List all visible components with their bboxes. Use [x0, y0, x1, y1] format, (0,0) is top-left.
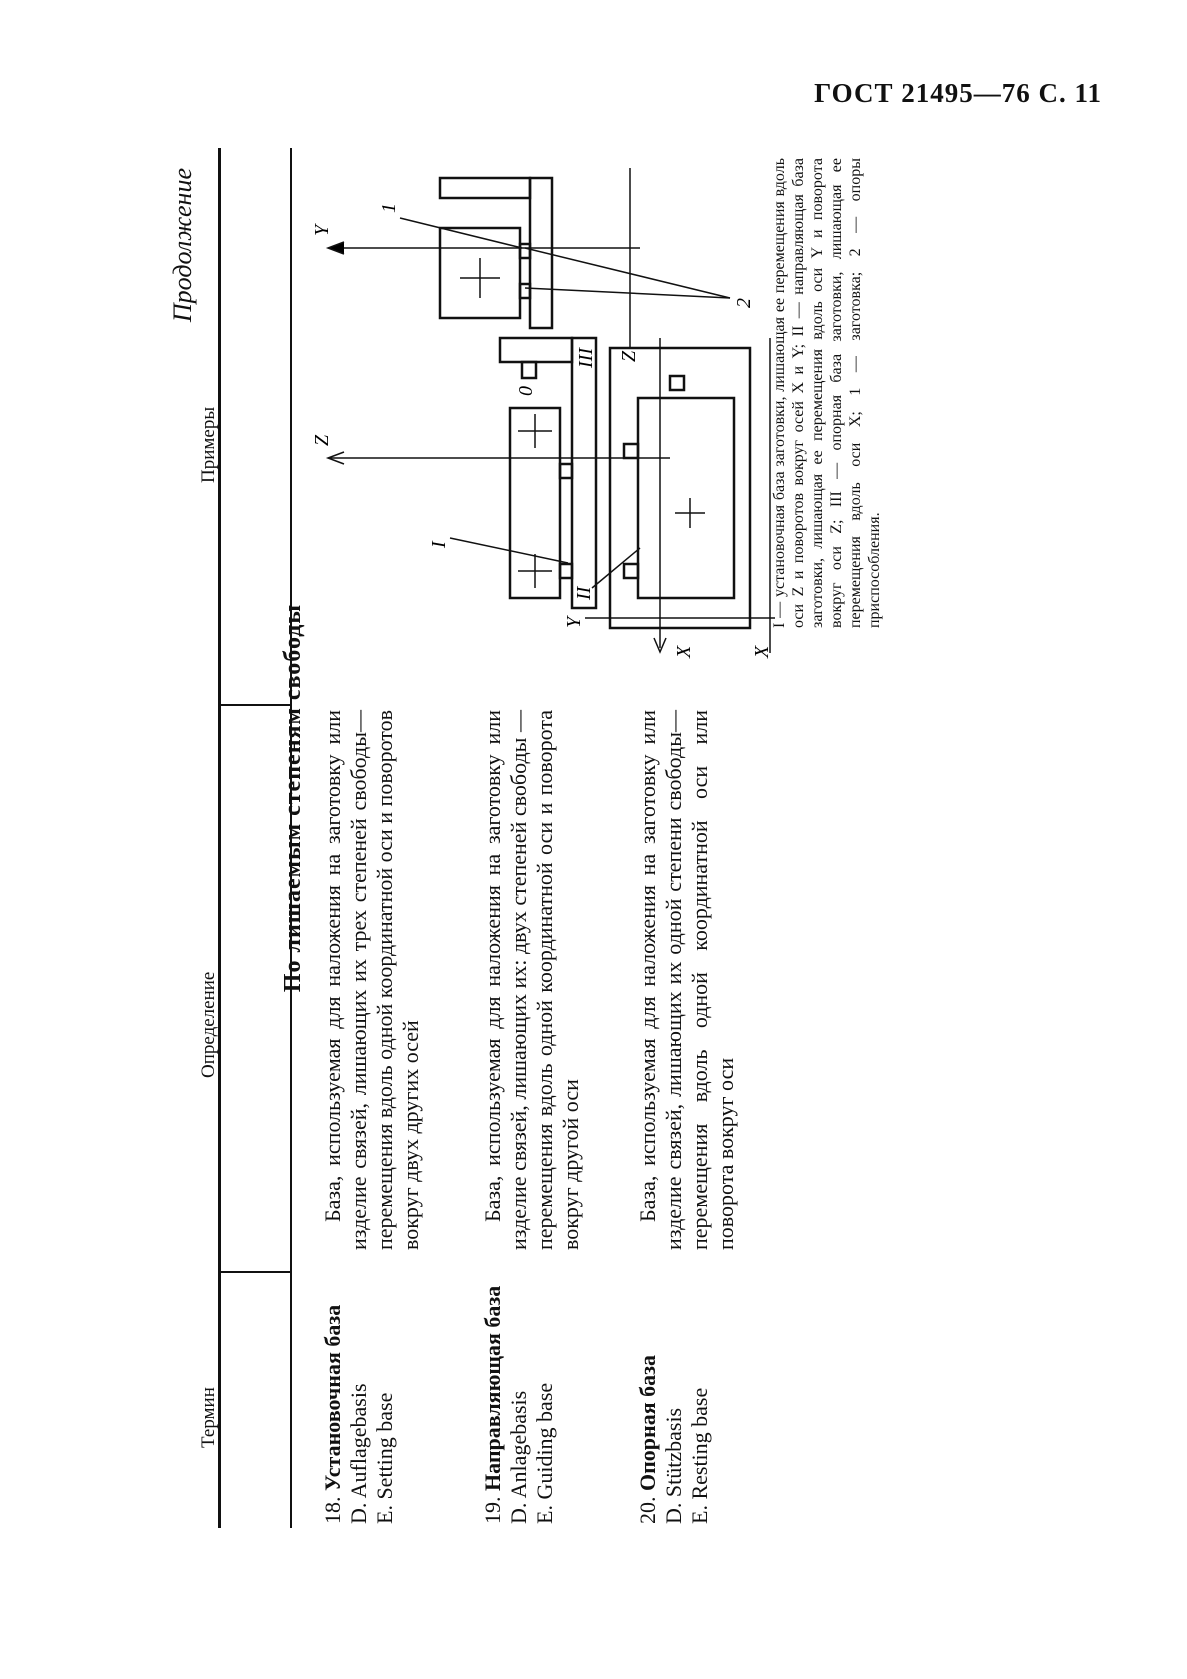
page-header: ГОСТ 21495—76 С. 11	[814, 78, 1102, 108]
axis-y-label: Y	[311, 224, 333, 236]
axis-x-label: X	[673, 645, 695, 658]
term-19: 19. Направляющая база D. Anlagebasis E. Guiding base	[480, 1269, 558, 1524]
label-0: 0	[515, 386, 537, 396]
term-de: D. Anlagebasis	[506, 1390, 531, 1524]
axis-z-label: Z	[311, 434, 333, 446]
label-1: 1	[378, 203, 400, 213]
fixture-figure-plan-view	[563, 328, 780, 658]
term-en: E. Resting base	[687, 1387, 712, 1524]
term-name: Направляющая база	[480, 1285, 505, 1491]
term-en: E. Setting base	[372, 1392, 397, 1524]
term-20: 20. Опорная база D. Stützbasis E. Resting base	[635, 1269, 713, 1524]
term-18: 18. Установочная база D. Auflagebasis E. Setting base	[320, 1269, 398, 1524]
col-header-term: Термин	[198, 1387, 219, 1448]
label-iii: III	[575, 348, 597, 368]
continuation-label: Продолжение	[168, 168, 197, 323]
rotated-table	[168, 148, 1110, 1528]
term-de: D. Stützbasis	[661, 1407, 686, 1524]
label-2: 2	[733, 298, 755, 308]
axis-z-label: Z	[618, 350, 640, 362]
term-name: Опорная база	[635, 1355, 660, 1491]
col-header-definition: Определение	[198, 971, 219, 1078]
axis-x-label: X	[751, 645, 773, 658]
definition-19: База, используемая для наложения на заготовку или изделие связей, лишающих их: двух степеней свободы — перемещения вдоль одной координатной оси и поворота вокруг другой оси	[480, 710, 583, 1250]
table-top-rule	[218, 148, 221, 1528]
definition-18: База, используемая для наложения на заготовку или изделие связей, лишающих их трех степеней свободы—перемещения вдоль одной координатной оси и поворотов вокруг двух других осей	[320, 710, 423, 1250]
term-de: D. Auflagebasis	[346, 1383, 371, 1524]
section-title: По лишаемым степеням свободы	[280, 603, 306, 993]
fixture-figure-end-view	[310, 158, 760, 362]
label-i: I	[428, 541, 450, 548]
col-header-examples: Примеры	[198, 406, 219, 483]
axis-y-label: Y	[563, 616, 585, 628]
term-en: E. Guiding base	[532, 1382, 557, 1524]
term-name: Установочная база	[320, 1304, 345, 1491]
figure-caption: I — установочная база заготовки, лишающая ее перемещения вдоль оси Z и поворотов вокруг осей X и Y; II — направляющая база заготовки, лишающая ее перемещения вдоль оси Y и поворота вокруг оси Z; III — опорная база заготовки, лишающая ее перемещения вдоль оси X; 1 — заготовка; 2 — опоры приспособления.	[771, 158, 883, 628]
label-ii: II	[573, 586, 595, 600]
definition-20: База, используемая для наложения на заготовку или изделие связей, лишающих их одной степени свободы—перемещения вдоль одной координатной оси или поворота вокруг оси	[635, 710, 738, 1250]
